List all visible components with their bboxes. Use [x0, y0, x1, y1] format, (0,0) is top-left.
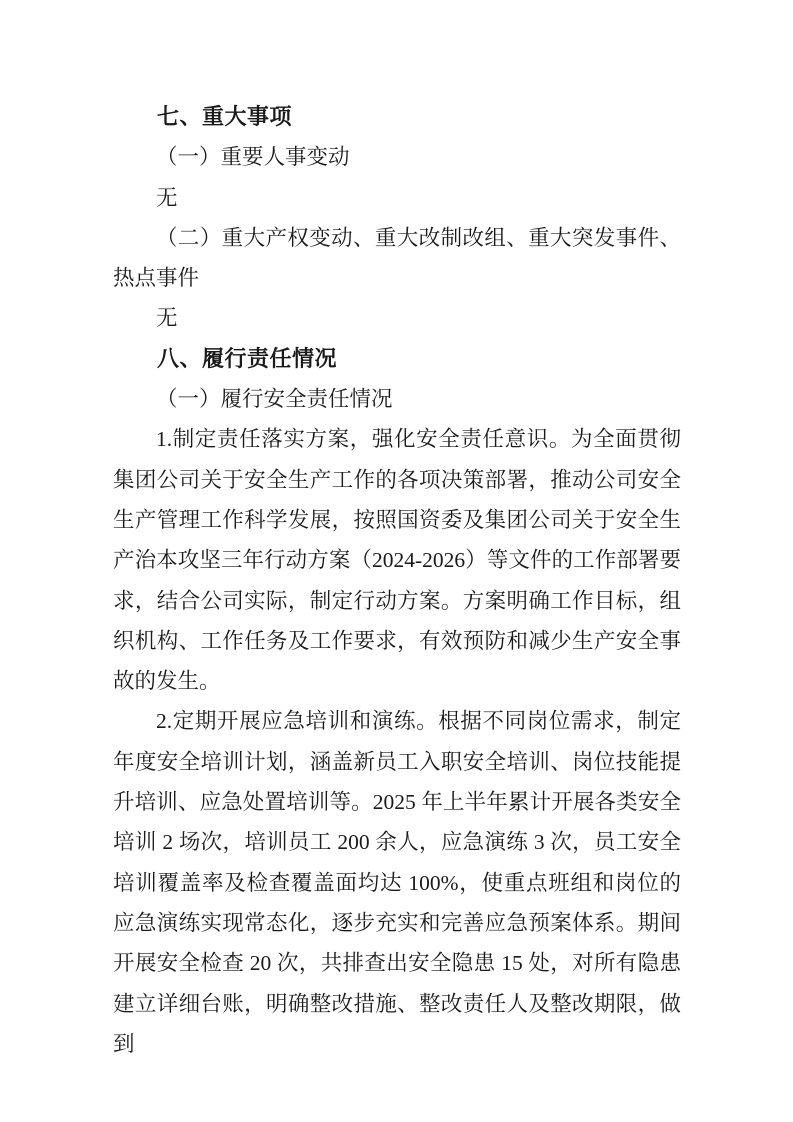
paragraph-body-2: 2.定期开展应急培训和演练。根据不同岗位需求，制定年度安全培训计划，涵盖新员工入职安全培训、岗位技能提升培训、应急处置培训等。2025 年上半年累计开展各类安全培训 2 场次，培训员工 200 余人，应急演练 3 次，员工安全培训覆盖率及检查覆盖面均达 100%，使重点班组和岗位的应急演练实现常态化，逐步充实和完善应急预案体系。期间开展安全检查 20 次，共排查出安全隐患 15 处，对所有隐患建立详细台账，明确整改措施、整改责任人及整改期限，做到: [113, 709, 681, 1056]
subheading-7-1: （一）重要人事变动: [156, 145, 350, 170]
subheading-8-1: （一）履行安全责任情况: [156, 387, 393, 412]
paragraph-none-2: 无: [156, 306, 178, 331]
heading-section-8: 八、履行责任情况: [157, 345, 338, 371]
paragraph-none-1: 无: [156, 185, 178, 210]
subheading-7-2: （二）重大产权变动、重大改制改组、重大突发事件、热点事件: [113, 225, 681, 291]
heading-section-7: 七、重大事项: [157, 104, 293, 129]
paragraph-body-1: 1.制定责任落实方案，强化安全责任意识。为全面贯彻集团公司关于安全生产工作的各项决策部署，推动公司安全生产管理工作科学发展，按照国资委及集团公司关于安全生产治本攻坚三年行动方案（2024-2026）等文件的工作部署要求，结合公司实际，制定行动方案。方案明确工作目标，组织机构、工作任务及工作要求，有效预防和减少生产安全事故的发生。: [113, 427, 681, 694]
